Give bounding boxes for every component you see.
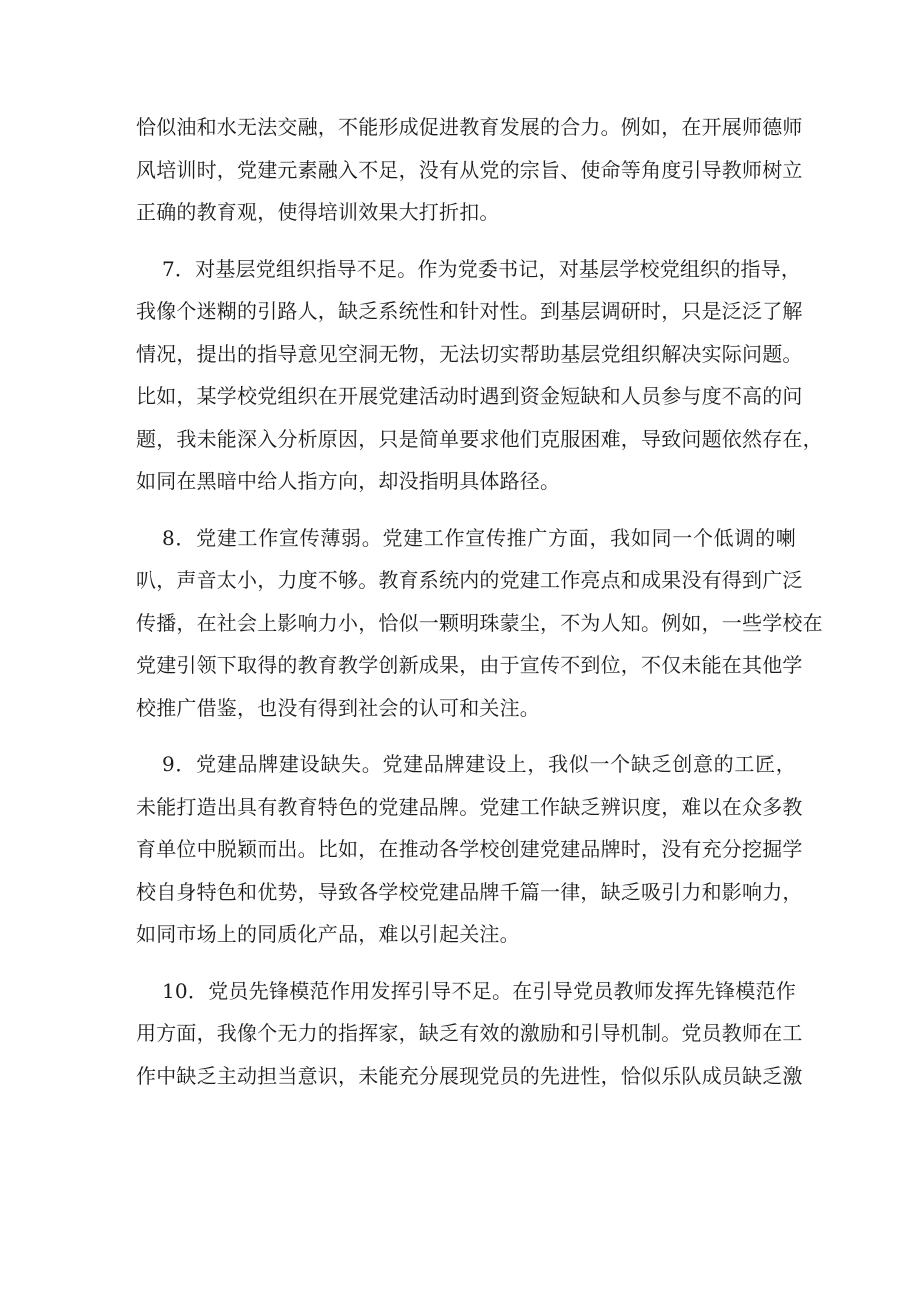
text-line: 比如，某学校党组织在开展党建活动时遇到资金短缺和人员参与度不高的问 bbox=[136, 384, 803, 408]
text-line: 作中缺乏主动担当意识，未能充分展现党员的先进性，恰似乐队成员缺乏激 bbox=[136, 1063, 803, 1088]
text-line: 如同在黑暗中给人指方向，却没指明具体路径。 bbox=[136, 469, 561, 493]
text-line: 用方面，我像个无力的指挥家，缺乏有效的激励和引导机制。党员教师在工 bbox=[136, 1021, 803, 1045]
text-line: 风培训时，党建元素融入不足，没有从党的宗旨、使命等角度引导教师树立 bbox=[136, 157, 803, 182]
text-line: 7．对基层党组织指导不足。作为党委书记，对基层学校党组织的指导， bbox=[162, 256, 802, 281]
paragraph-item-9 bbox=[136, 743, 803, 956]
text-line: 恰似油和水无法交融，不能形成促进教育发展的合力。例如，在开展师德师 bbox=[136, 115, 803, 139]
text-line: 题，我未能深入分析原因，只是简单要求他们克服困难，导致问题依然存在， bbox=[136, 426, 823, 451]
text-line: 8．党建工作宣传薄弱。党建工作宣传推广方面，我如同一个低调的喇 bbox=[162, 525, 796, 550]
text-line: 10．党员先锋模范作用发挥引导不足。在引导党员教师发挥先锋模范作 bbox=[162, 978, 796, 1003]
paragraph-item-7 bbox=[136, 248, 823, 503]
text-line: 传播，在社会上影响力小，恰似一颗明珠蒙尘，不为人知。例如，一些学校在 bbox=[136, 610, 823, 635]
text-line: 校推广借鉴，也没有得到社会的认可和关注。 bbox=[136, 695, 540, 720]
paragraph-continued bbox=[136, 106, 803, 234]
text-line: 情况，提出的指导意见空洞无物，无法切实帮助基层党组织解决实际问题。 bbox=[136, 341, 803, 366]
document-body bbox=[136, 106, 823, 1097]
text-line: 未能打造出具有教育特色的党建品牌。党建工作缺乏辨识度，难以在众多教 bbox=[136, 794, 803, 819]
text-line: 我像个迷糊的引路人，缺乏系统性和针对性。到基层调研时，只是泛泛了解 bbox=[136, 299, 803, 323]
text-line: 校自身特色和优势，导致各学校党建品牌千篇一律，缺乏吸引力和影响力， bbox=[136, 879, 803, 904]
paragraph-item-8 bbox=[136, 517, 823, 730]
paragraph-item-10 bbox=[136, 970, 803, 1098]
text-line: 正确的教育观，使得培训效果大打折扣。 bbox=[136, 200, 500, 224]
text-line: 叭，声音太小，力度不够。教育系统内的党建工作亮点和成果没有得到广泛 bbox=[136, 568, 803, 592]
text-line: 9．党建品牌建设缺失。党建品牌建设上，我似一个缺乏创意的工匠， bbox=[162, 752, 796, 776]
text-line: 党建引领下取得的教育教学创新成果，由于宣传不到位，不仅未能在其他学 bbox=[136, 653, 803, 677]
text-line: 如同市场上的同质化产品，难以引起关注。 bbox=[136, 922, 520, 946]
text-line: 育单位中脱颖而出。比如，在推动各学校创建党建品牌时，没有充分挖掘学 bbox=[136, 837, 803, 861]
